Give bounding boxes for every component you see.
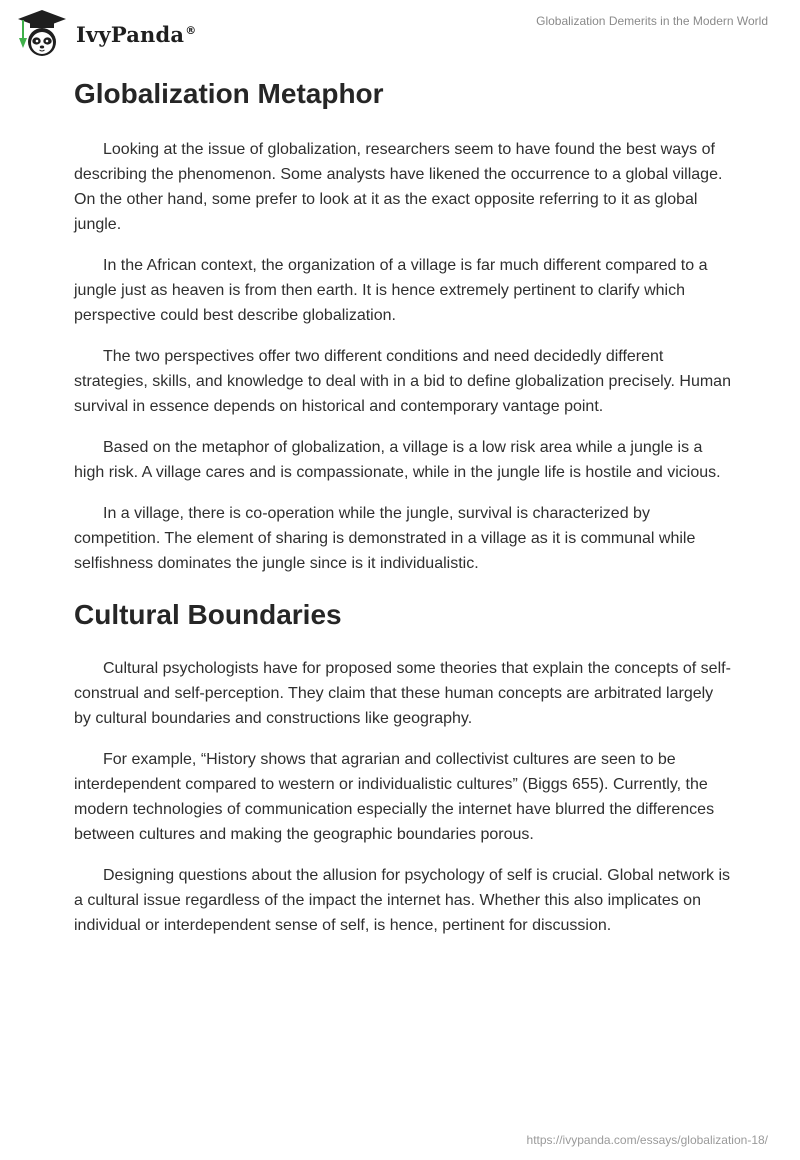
section-heading: Cultural Boundaries: [74, 599, 342, 630]
paragraph: Looking at the issue of globalization, researchers seem to have found the best ways of describing the phenomenon. Some analysts have likened the occurrence to a global village. On the other hand, some prefer to look at it as the exact opposite referring to it as global jungle.: [74, 141, 723, 233]
paragraph: Designing questions about the allusion for psychology of self is crucial. Global network is a cultural issue regardless of the impact the internet has. Whether this also implicates on individual or interdependent sense of self, is hence, pertinent for discussion.: [74, 867, 730, 934]
section-cultural-boundaries: [74, 594, 734, 938]
source-url-link[interactable]: https://ivypanda.com/essays/globalization-18/: [526, 1133, 768, 1147]
paragraph: In the African context, the organization of a village is far much different compared to a jungle just as heaven is from then earth. It is hence extremely pertinent to clarify which perspective could best describe globalization.: [74, 257, 708, 324]
section-heading: Globalization Metaphor: [74, 78, 384, 109]
paragraph: The two perspectives offer two different conditions and need decidedly different strategies, skills, and knowledge to deal with in a bid to define globalization precisely. Human survival in essence depends on historical and contemporary vantage point.: [74, 348, 731, 415]
paragraph: In a village, there is co-operation while the jungle, survival is characterized by competition. The element of sharing is demonstrated in a village as it is communal while selfishness dominates the jungle since is it individualistic.: [74, 505, 696, 572]
page-header: [0, 0, 800, 70]
paragraph: Cultural psychologists have for proposed some theories that explain the concepts of self-construal and self-perception. They claim that these human concepts are arbitrated largely by cultural boundaries and constructions like geography.: [74, 660, 731, 727]
logo-wordmark: IvyPanda: [76, 21, 185, 47]
document-title: Globalization Demerits in the Modern World: [536, 14, 768, 28]
paragraph: Based on the metaphor of globalization, a village is a low risk area while a jungle is a high risk. A village cares and is compassionate, while in the jungle life is hostile and vicious.: [74, 439, 721, 481]
logo-text: [76, 22, 196, 47]
section-globalization-metaphor: [74, 73, 734, 576]
paragraph: For example, “History shows that agrarian and collectivist cultures are seen to be interdependent compared to western or individualistic cultures” (Biggs 655). Currently, the modern technologies of communication especially the internet have blurred the differences between cultures and making the geographic boundaries porous.: [74, 751, 715, 843]
logo-link[interactable]: [14, 8, 196, 58]
panda-graduate-icon: [14, 8, 70, 58]
essay-content: [74, 70, 734, 938]
registered-mark: ®: [185, 23, 197, 37]
